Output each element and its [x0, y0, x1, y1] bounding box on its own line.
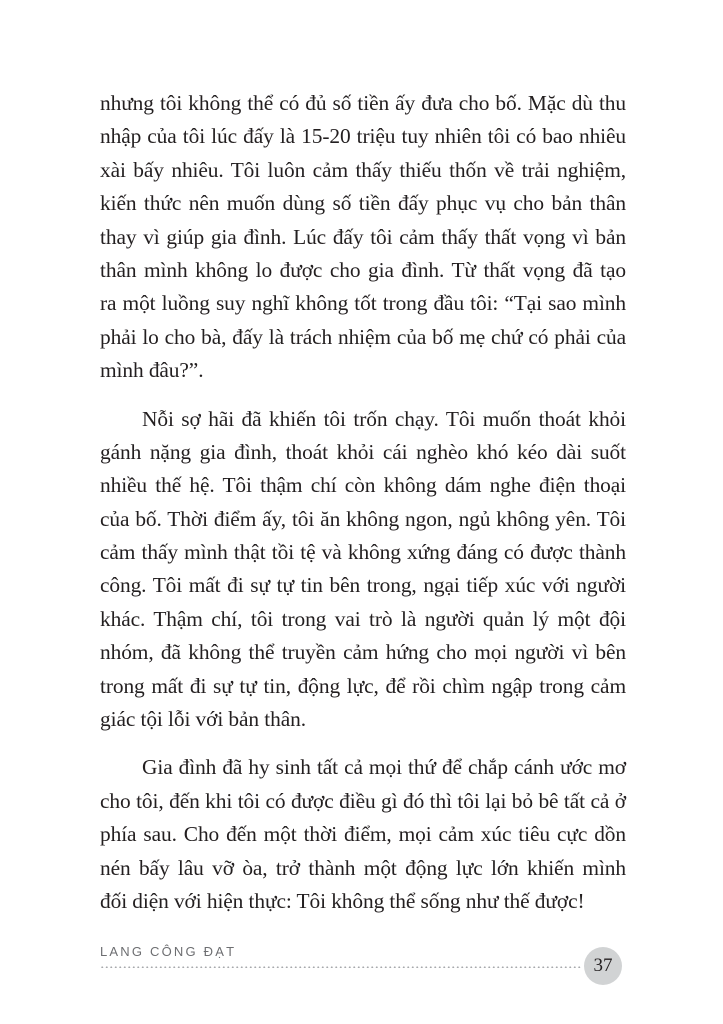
paragraph-spacer	[100, 388, 626, 403]
text-line: xài bấy nhiêu. Tôi luôn cảm thấy thiếu thốn về trải nghiệm,	[100, 157, 626, 182]
text-line: của bố. Thời điểm ấy, tôi ăn không ngon, ngủ không yên. Tôi	[100, 506, 626, 531]
text-line: mình đâu?”.	[100, 358, 204, 383]
text-line: cảm thấy mình thật tồi tệ và không xứng đáng có được thành	[100, 540, 626, 565]
text-line: thay vì giúp gia đình. Lúc đấy tôi cảm thấy thất vọng vì bản	[100, 224, 626, 249]
footer-dotted-divider	[100, 966, 582, 968]
text-line: kiến thức nên muốn dùng số tiền đấy phục vụ cho bản thân	[100, 191, 626, 216]
text-line: nén bấy lâu vỡ òa, trở thành một động lực lớn khiến mình	[100, 855, 626, 880]
text-line: nhóm, đã không thể truyền cảm hứng cho mọi người vì bên	[100, 640, 626, 665]
footer-author: LANG CÔNG ĐẠT	[100, 944, 237, 959]
text-line: nhiều thế hệ. Tôi thậm chí còn không dám nghe điện thoại	[100, 473, 626, 498]
text-line: trong mất đi sự tự tin, động lực, để rồi chìm ngập trong cảm	[100, 673, 626, 698]
paragraph-1	[100, 87, 626, 388]
text-line: giác tội lỗi với bản thân.	[100, 707, 306, 732]
body-text	[100, 87, 626, 918]
text-line: Gia đình đã hy sinh tất cả mọi thứ để chắp cánh ước mơ	[142, 755, 626, 780]
paragraph-spacer	[100, 736, 626, 751]
page-number: 37	[593, 955, 613, 976]
text-line: đối diện với hiện thực: Tôi không thể sống như thế được!	[100, 888, 585, 913]
text-line: nhập của tôi lúc đấy là 15-20 triệu tuy nhiên tôi có bao nhiêu	[100, 124, 626, 149]
page-number-badge	[584, 947, 622, 985]
paragraph-2	[100, 403, 626, 737]
text-line: phải lo cho bà, đấy là trách nhiệm của bố mẹ chứ có phải của	[100, 324, 626, 349]
text-line: Nỗi sợ hãi đã khiến tôi trốn chạy. Tôi muốn thoát khỏi	[142, 406, 626, 431]
text-line: cho tôi, đến khi tôi có được điều gì đó thì tôi lại bỏ bê tất cả ở	[100, 788, 626, 813]
paragraph-3	[100, 751, 626, 918]
text-line: nhưng tôi không thể có đủ số tiền ấy đưa cho bố. Mặc dù thu	[100, 91, 626, 115]
text-line: khác. Thậm chí, tôi trong vai trò là người quản lý một đội	[100, 606, 626, 631]
text-line: ra một luồng suy nghĩ không tốt trong đầu tôi: “Tại sao mình	[100, 291, 626, 316]
text-line: gánh nặng gia đình, thoát khỏi cái nghèo khó kéo dài suốt	[100, 439, 626, 464]
text-line: công. Tôi mất đi sự tự tin bên trong, ngại tiếp xúc với người	[100, 573, 626, 598]
text-line: thân mình không lo được cho gia đình. Từ thất vọng đã tạo	[100, 257, 626, 282]
text-line: phía sau. Cho đến một thời điểm, mọi cảm xúc tiêu cực dồn	[100, 822, 626, 847]
